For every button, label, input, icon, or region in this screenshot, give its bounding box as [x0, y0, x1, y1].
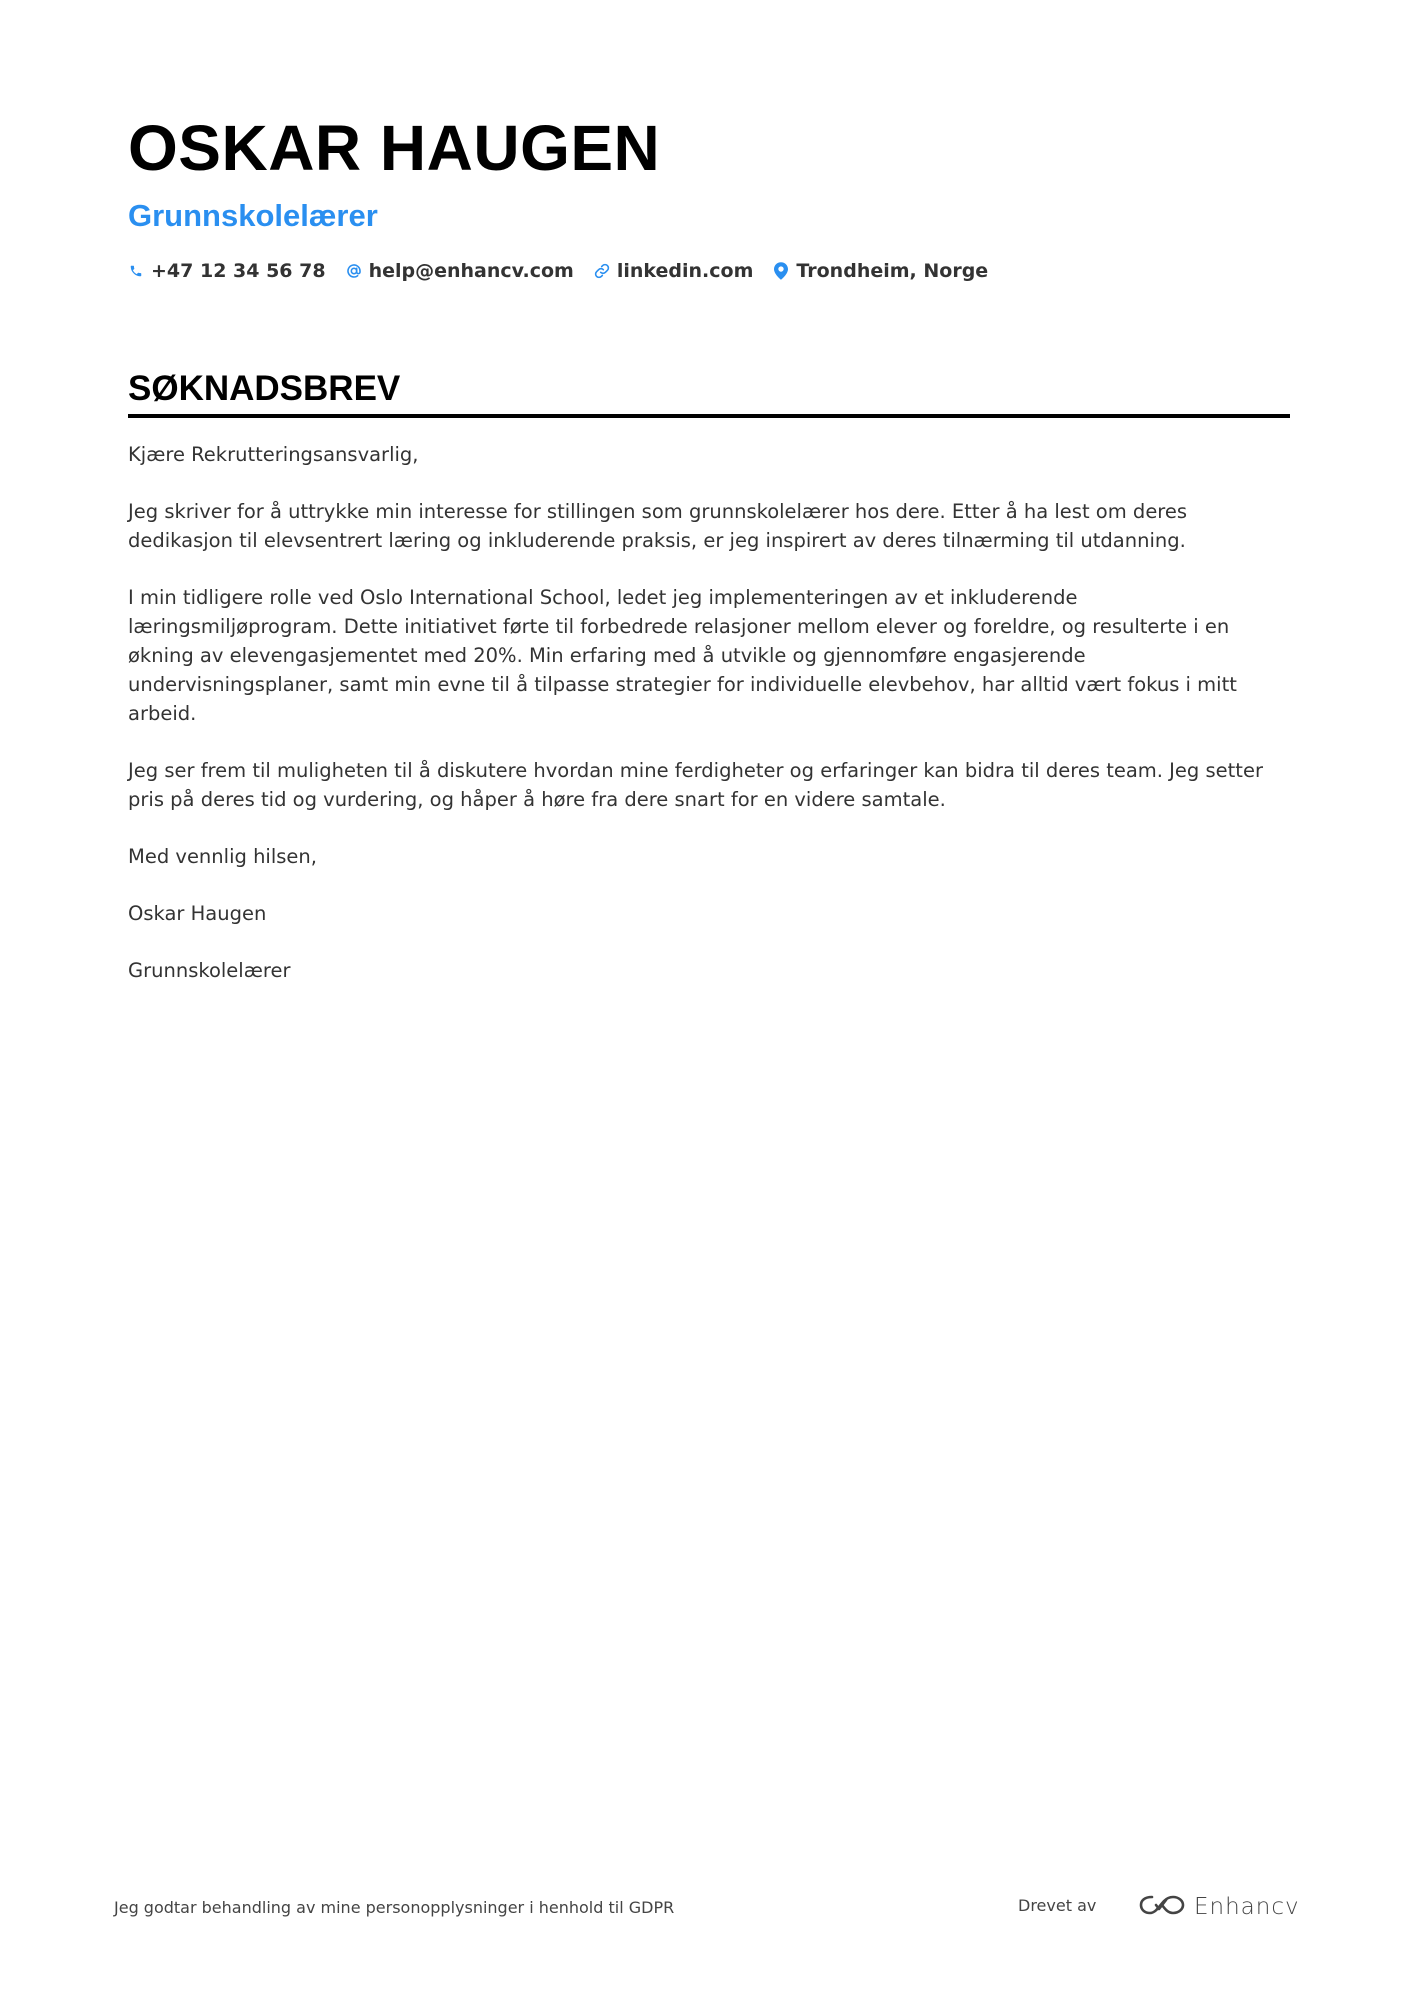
at-sign-icon: [346, 262, 362, 280]
footer: [114, 1892, 1300, 1924]
location-text: Trondheim, Norge: [796, 260, 989, 282]
location-pin-icon: [773, 262, 789, 280]
letter-greeting: Kjære Rekrutteringsansvarlig,: [128, 443, 419, 466]
job-title: Grunnskolelærer: [128, 198, 378, 233]
header: [128, 108, 1288, 282]
contact-bar: [128, 260, 1288, 282]
signature-name: Oskar Haugen: [128, 902, 267, 925]
phone-text: +47 12 34 56 78: [151, 260, 326, 282]
link-icon: [594, 262, 610, 280]
letter-paragraph: Jeg ser frem til muligheten til å diskutere hvordan mine ferdigheter og erfaringer kan bidra til deres team. Jeg setter pris på deres tid og vurdering, og håper å høre fra dere snart for en videre samtale.: [128, 759, 1263, 811]
brand-link[interactable]: [1138, 1892, 1300, 1922]
letter-body: [128, 440, 1290, 985]
powered-by-label: Drevet av: [1018, 1896, 1097, 1915]
contact-phone: [128, 260, 326, 282]
contact-linkedin[interactable]: [594, 260, 754, 282]
letter-closing: Med vennlig hilsen,: [128, 845, 317, 868]
enhancv-logo-icon: [1138, 1892, 1186, 1922]
linkedin-text[interactable]: linkedin.com: [616, 260, 754, 282]
signature-title: Grunnskolelærer: [128, 959, 291, 982]
phone-icon: [128, 262, 144, 280]
section-title: SØKNADSBREV: [128, 368, 1290, 418]
email-text[interactable]: help@enhancv.com: [368, 260, 574, 282]
cover-letter-section: [128, 368, 1290, 1013]
gdpr-consent-text: Jeg godtar behandling av mine personopplysninger i henhold til GDPR: [114, 1898, 675, 1917]
contact-email[interactable]: [346, 260, 574, 282]
contact-location: [773, 260, 988, 282]
brand-name[interactable]: Enhancv: [1194, 1894, 1300, 1920]
letter-paragraph: I min tidligere rolle ved Oslo International School, ledet jeg implementeringen av et inkluderende læringsmiljøprogram. Dette initiativet førte til forbedrede relasjoner mellom elever og foreldre, og resulterte i en økning av elevengasjementet med 20%. Min erfaring med å utvikle og gjennomføre engasjerende undervisningsplaner, samt min evne til å tilpasse strategier for individuelle elevbehov, har alltid vært fokus i mitt arbeid.: [128, 586, 1237, 725]
applicant-name: OSKAR HAUGEN: [128, 112, 661, 184]
letter-paragraph: Jeg skriver for å uttrykke min interesse for stillingen som grunnskolelærer hos dere. Etter å ha lest om deres dedikasjon til elevsentrert læring og inkluderende praksis, er jeg inspirert av deres tilnærming til utdanning.: [128, 500, 1188, 552]
